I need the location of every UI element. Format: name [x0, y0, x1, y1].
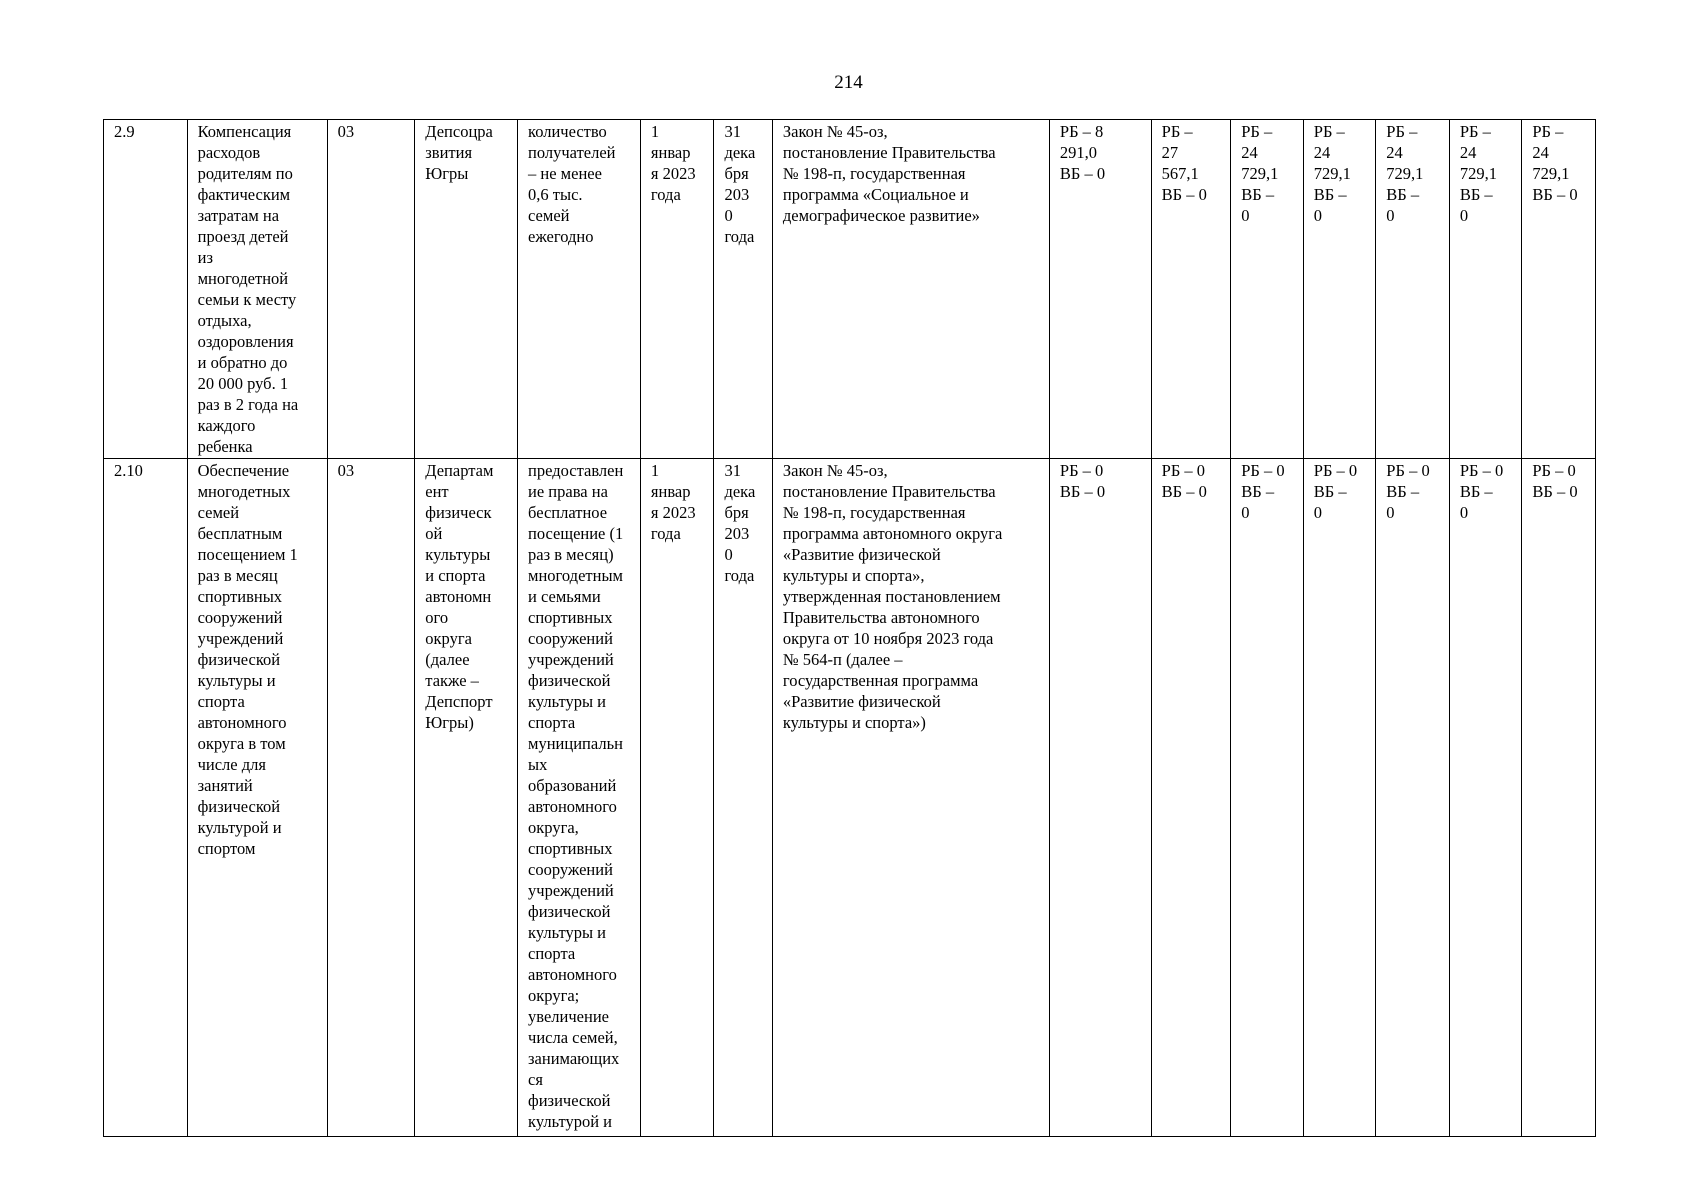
funding-cell-4: РБ – 0 ВБ – 0 [1303, 459, 1376, 1137]
funding-cell-7: РБ – 24 729,1 ВБ – 0 [1522, 120, 1596, 459]
end-date-cell: 31 дека бря 203 0 года [714, 120, 772, 459]
funding-cell-5: РБ – 24 729,1 ВБ – 0 [1376, 120, 1450, 459]
indicator-cell: количество получателей – не менее 0,6 тыс. семей ежегодно [518, 120, 641, 459]
measure-name-cell: Компенсация расходов родителям по фактическим затратам на проезд детей из многодетной семьи к месту отдыха, оздоровления и обратно до 20 000 руб. 1 раз в 2 года на каждого ребенка [187, 120, 327, 459]
funding-cell-1: РБ – 8 291,0 ВБ – 0 [1049, 120, 1151, 459]
page-number: 214 [834, 72, 863, 93]
legal-basis-cell: Закон № 45-оз, постановление Правительства № 198-п, государственная программа автономного округа «Развитие физической культуры и спорта», утвержденная постановлением Правительства автономного округа от 10 ноября 2023 года № 564-п (далее – государственная программа «Развитие физической культуры и спорта») [772, 459, 1049, 1137]
funding-cell-2: РБ – 27 567,1 ВБ – 0 [1151, 120, 1231, 459]
table-row [104, 459, 1596, 1137]
measures-table [103, 119, 1596, 1137]
legal-basis-cell: Закон № 45-оз, постановление Правительства № 198-п, государственная программа «Социальное и демографическое развитие» [772, 120, 1049, 459]
end-date-cell: 31 дека бря 203 0 года [714, 459, 772, 1137]
code-cell: 03 [327, 459, 415, 1137]
funding-cell-1: РБ – 0 ВБ – 0 [1049, 459, 1151, 1137]
funding-cell-3: РБ – 0 ВБ – 0 [1231, 459, 1304, 1137]
executor-cell: Департам ент физическ ой культуры и спорта автономн ого округа (далее также – Депспорт Югры) [415, 459, 518, 1137]
funding-cell-2: РБ – 0 ВБ – 0 [1151, 459, 1231, 1137]
executor-cell: Депсоцра звития Югры [415, 120, 518, 459]
row-number-cell: 2.10 [104, 459, 188, 1137]
funding-cell-6: РБ – 0 ВБ – 0 [1449, 459, 1522, 1137]
funding-cell-6: РБ – 24 729,1 ВБ – 0 [1449, 120, 1522, 459]
row-number-cell: 2.9 [104, 120, 188, 459]
funding-cell-5: РБ – 0 ВБ – 0 [1376, 459, 1450, 1137]
funding-cell-3: РБ – 24 729,1 ВБ – 0 [1231, 120, 1304, 459]
start-date-cell: 1 январ я 2023 года [640, 120, 714, 459]
indicator-cell: предоставлен ие права на бесплатное посещение (1 раз в месяц) многодетным и семьями спортивных сооружений учреждений физической культуры и спорта муниципальн ых образований автономного округа, спортивных сооружений учреждений физической культуры и спорта автономного округа; увеличение числа семей, занимающих ся физической культурой и [518, 459, 641, 1137]
code-cell: 03 [327, 120, 415, 459]
table-row [104, 120, 1596, 459]
funding-cell-4: РБ – 24 729,1 ВБ – 0 [1303, 120, 1376, 459]
start-date-cell: 1 январ я 2023 года [640, 459, 714, 1137]
funding-cell-7: РБ – 0 ВБ – 0 [1522, 459, 1596, 1137]
measure-name-cell: Обеспечение многодетных семей бесплатным посещением 1 раз в месяц спортивных сооружений учреждений физической культуры и спорта автономного округа в том числе для занятий физической культурой и спортом [187, 459, 327, 1137]
